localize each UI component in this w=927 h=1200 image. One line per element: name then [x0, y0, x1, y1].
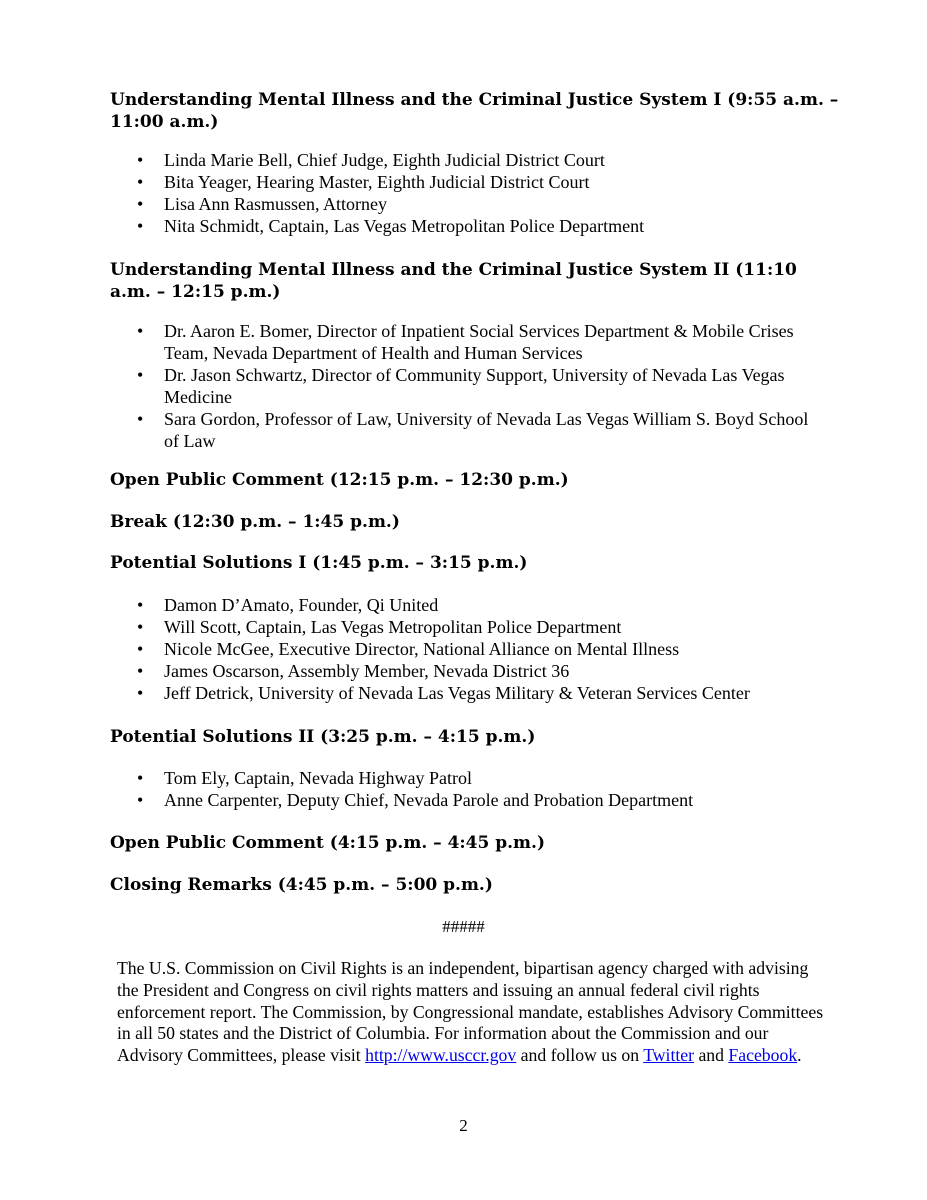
speaker-list-5: [137, 594, 827, 704]
speaker-list-2: [137, 320, 827, 452]
list-item: • Bita Yeager, Hearing Master, Eighth Judicial District Court: [137, 172, 590, 192]
list-item: • Jeff Detrick, University of Nevada Las Vegas Military & Veteran Services Center: [137, 683, 750, 703]
section-heading-3: Open Public Comment (12:15 p.m. – 12:30 p.m.): [110, 470, 569, 490]
section-heading-7: Open Public Comment (4:15 p.m. – 4:45 p.m.): [110, 833, 546, 853]
list-item: • Nita Schmidt, Captain, Las Vegas Metropolitan Police Department: [137, 216, 645, 236]
list-item: • Nicole McGee, Executive Director, National Alliance on Mental Illness: [137, 639, 680, 659]
speaker-list-6: [137, 767, 827, 811]
list-item: • Tom Ely, Captain, Nevada Highway Patrol: [137, 768, 473, 788]
list-item: • Lisa Ann Rasmussen, Attorney: [137, 194, 387, 214]
list-item: • Anne Carpenter, Deputy Chief, Nevada Parole and Probation Department: [137, 790, 694, 810]
list-item: • James Oscarson, Assembly Member, Nevada District 36: [137, 661, 570, 681]
section-heading-1: Understanding Mental Illness and the Criminal Justice System I (9:55 a.m. – 11:00 a.m.): [110, 90, 839, 132]
list-item: • Linda Marie Bell, Chief Judge, Eighth Judicial District Court: [137, 150, 605, 170]
separator-marks: #####: [442, 917, 485, 936]
page-number: 2: [459, 1116, 468, 1135]
list-item: • Dr. Jason Schwartz, Director of Community Support, University of Nevada Las Vegas Medicine: [137, 365, 785, 407]
section-heading-5: Potential Solutions I (1:45 p.m. – 3:15 p.m.): [110, 553, 528, 573]
list-item: • Will Scott, Captain, Las Vegas Metropolitan Police Department: [137, 617, 622, 637]
twitter-link[interactable]: Twitter: [643, 1045, 695, 1066]
speaker-list-1: [137, 149, 827, 237]
list-item: • Sara Gordon, Professor of Law, University of Nevada Las Vegas William S. Boyd School of Law: [137, 409, 809, 451]
facebook-link[interactable]: Facebook: [728, 1045, 798, 1066]
section-heading-2: Understanding Mental Illness and the Criminal Justice System II (11:10 a.m. – 12:15 p.m.): [110, 260, 797, 302]
section-heading-6: Potential Solutions II (3:25 p.m. – 4:15 p.m.): [110, 727, 536, 747]
section-heading-8: Closing Remarks (4:45 p.m. – 5:00 p.m.): [110, 875, 493, 895]
usccr-link[interactable]: http://www.usccr.gov: [365, 1045, 517, 1066]
list-item: • Damon D’Amato, Founder, Qi United: [137, 595, 439, 615]
about-paragraph: The U.S. Commission on Civil Rights is an independent, bipartisan agency charged with advising the President and Congress on civil rights matters and issuing an annual federal civil rights enforcement report. The Commission, by Congressional mandate, establishes Advisory Committees in all 50 states and the District of Columbia. For information about the Commission and our Advisory Committees, please visit http://www.usccr.gov and follow us on Twitter and Facebook.: [117, 958, 824, 1066]
list-item: • Dr. Aaron E. Bomer, Director of Inpatient Social Services Department & Mobile Crises Team, Nevada Department of Health and Human Services: [137, 321, 794, 363]
section-heading-4: Break (12:30 p.m. – 1:45 p.m.): [110, 512, 400, 532]
about-text: The U.S. Commission on Civil Rights is an independent, bipartisan agency charged with advising the President and Congress on civil rights matters and issuing an annual federal civil rights enforcement report. The Commission, by Congressional mandate, establishes Advisory Committees in all 50 states and the District of Columbia. For information about the Commission and our Advisory Committees, please visit: [117, 958, 824, 1066]
